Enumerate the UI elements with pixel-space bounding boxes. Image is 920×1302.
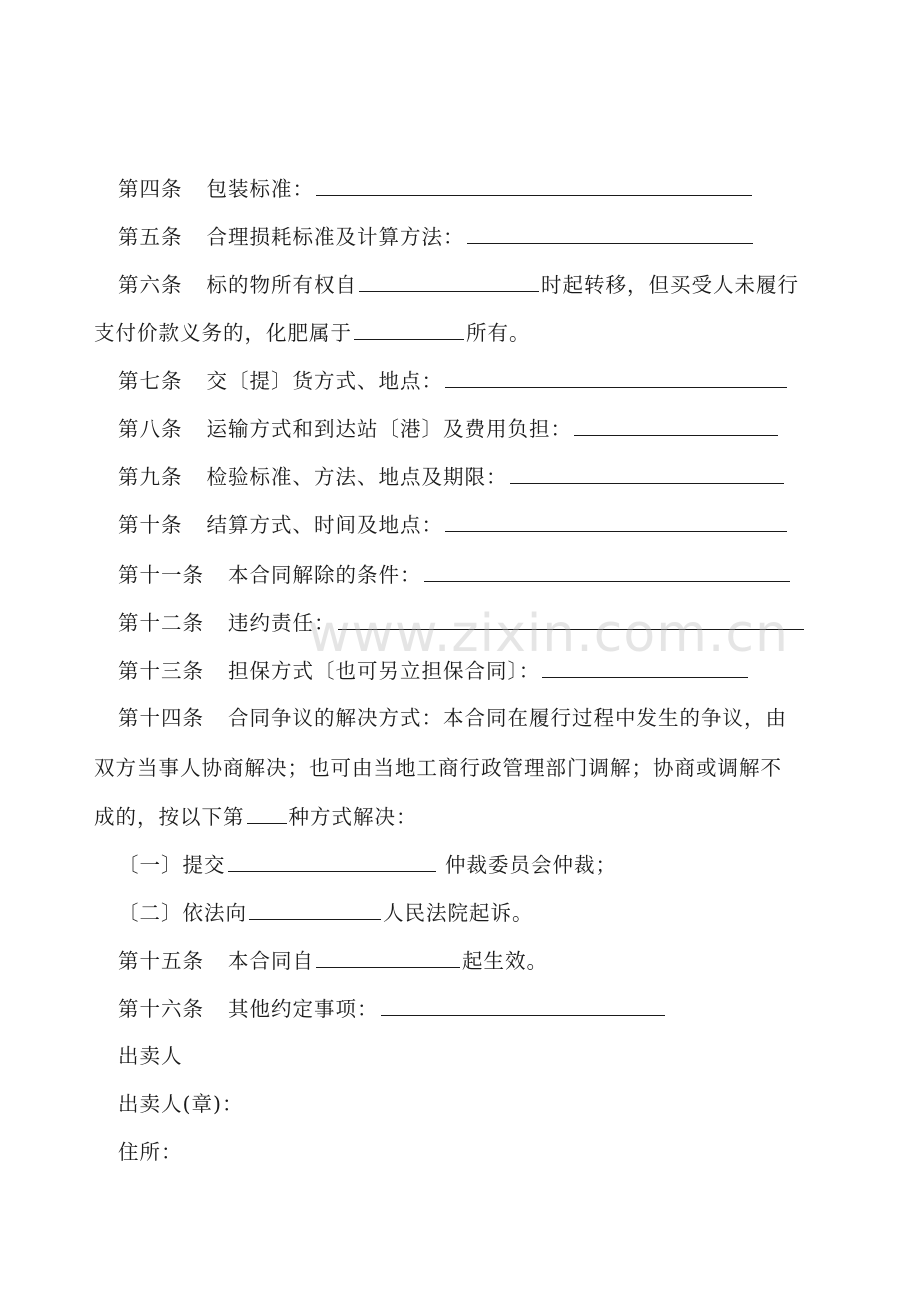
fill-blank[interactable] <box>467 224 753 244</box>
fill-blank[interactable] <box>354 320 464 340</box>
article-text: 包装标准： <box>206 177 314 201</box>
article-number: 第十二条 <box>118 611 204 635</box>
article-text: 担保方式〔也可另立担保合同〕： <box>228 659 541 683</box>
article-number: 第八条 <box>118 417 183 441</box>
article-text: 运输方式和到达站〔港〕及费用负担： <box>206 417 572 441</box>
address-label <box>118 1140 183 1164</box>
seller-seal-text: 出卖人(章)： <box>118 1092 244 1116</box>
article-number: 第六条 <box>118 273 183 297</box>
article-text: 交〔提〕货方式、地点： <box>206 369 443 393</box>
fill-blank[interactable] <box>316 948 460 968</box>
article-text: 合理损耗标准及计算方法： <box>206 225 465 249</box>
article-text: 合同争议的解决方式：本合同在履行过程中发生的争议，由 <box>228 706 787 730</box>
article-14 <box>118 706 787 730</box>
article-text: 其他约定事项： <box>228 997 379 1021</box>
article-number: 第十六条 <box>118 997 204 1021</box>
fill-blank[interactable] <box>381 996 665 1016</box>
article-text: 所有。 <box>466 321 531 345</box>
article-text: 检验标准、方法、地点及期限： <box>206 465 508 489</box>
article-text: 成的，按以下第 <box>94 805 245 829</box>
fill-blank[interactable] <box>359 272 539 292</box>
article-14-cont2 <box>94 804 418 829</box>
article-8 <box>118 416 780 441</box>
article-text: 支付价款义务的，化肥属于 <box>94 321 352 345</box>
article-text: 结算方式、时间及地点： <box>206 513 443 537</box>
article-text: 种方式解决： <box>288 805 418 829</box>
article-text: 本合同自 <box>228 949 314 973</box>
watermark: www.zixin.com.cn <box>308 604 789 664</box>
article-13 <box>118 658 750 683</box>
article-number: 第十四条 <box>118 706 204 730</box>
seller-label <box>118 1044 183 1068</box>
article-text: 本合同解除的条件： <box>228 563 422 587</box>
article-number: 第五条 <box>118 225 183 249</box>
article-7 <box>118 368 789 393</box>
article-9 <box>118 464 786 489</box>
article-text: 起生效。 <box>462 949 548 973</box>
seller-text: 出卖人 <box>118 1044 183 1068</box>
fill-blank[interactable] <box>510 464 784 484</box>
article-number: 第十三条 <box>118 659 204 683</box>
fill-blank[interactable] <box>542 658 748 678</box>
seller-seal-label <box>118 1092 244 1116</box>
option-text: 〔二〕依法向 <box>118 901 247 925</box>
option-text: 〔一〕提交 <box>118 853 226 877</box>
fill-blank[interactable] <box>445 512 787 532</box>
article-text: 违约责任： <box>228 611 336 635</box>
option-2 <box>118 900 534 925</box>
option-1 <box>118 852 617 877</box>
article-16 <box>118 996 667 1021</box>
fill-blank[interactable] <box>338 610 804 630</box>
article-6-cont <box>94 320 531 345</box>
fill-blank[interactable] <box>228 852 436 872</box>
article-11 <box>118 562 792 587</box>
article-number: 第十一条 <box>118 563 204 587</box>
address-text: 住所： <box>118 1140 183 1164</box>
article-number: 第九条 <box>118 465 183 489</box>
article-6 <box>118 272 799 297</box>
fill-blank[interactable] <box>445 368 787 388</box>
fill-blank[interactable] <box>574 416 778 436</box>
article-number: 第十条 <box>118 513 183 537</box>
article-4 <box>118 176 754 201</box>
fill-blank[interactable] <box>424 562 790 582</box>
article-5 <box>118 224 755 249</box>
article-text-cont: 时起转移，但买受人未履行 <box>541 273 799 297</box>
fill-blank[interactable] <box>249 900 381 920</box>
article-12 <box>118 610 806 635</box>
article-number: 第四条 <box>118 177 183 201</box>
article-text: 双方当事人协商解决；也可由当地工商行政管理部门调解；协商或调解不 <box>94 756 782 780</box>
option-text: 仲裁委员会仲裁； <box>445 853 618 877</box>
article-14-cont <box>94 756 782 780</box>
option-text: 人民法院起诉。 <box>383 901 534 925</box>
article-number: 第七条 <box>118 369 183 393</box>
article-text: 标的物所有权自 <box>206 273 357 297</box>
fill-blank[interactable] <box>316 176 752 196</box>
article-15 <box>118 948 548 973</box>
article-number: 第十五条 <box>118 949 204 973</box>
article-10 <box>118 512 789 537</box>
fill-blank[interactable] <box>247 804 287 824</box>
